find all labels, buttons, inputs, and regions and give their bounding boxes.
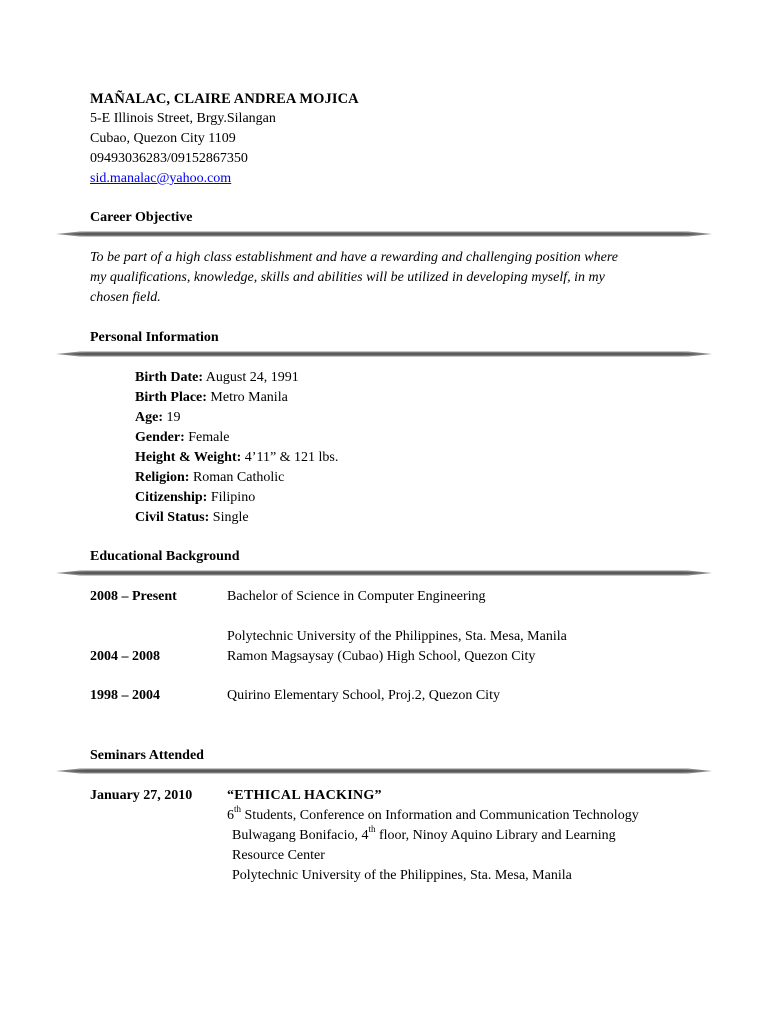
phone-numbers: 09493036283/09152867350	[90, 151, 248, 166]
seminar-date: January 27, 2010	[90, 788, 193, 803]
section-divider	[56, 229, 712, 239]
address-line-1: 5-E Illinois Street, Brgy.Silangan	[90, 111, 276, 126]
personal-item	[135, 429, 229, 447]
personal-item-value: August 24, 1991	[205, 370, 299, 385]
personal-item-value: 4’11” & 121 lbs.	[244, 450, 339, 465]
personal-item	[135, 369, 299, 387]
education-years: 2004 – 2008	[90, 649, 160, 664]
personal-item-label: Gender:	[135, 430, 185, 445]
address-line-2: Cubao, Quezon City 1109	[90, 131, 236, 146]
seminar-detail-line	[232, 824, 616, 845]
career-objective-line: my qualifications, knowledge, skills and abilities will be utilized in developing myself, in my	[90, 270, 605, 285]
career-objective-line: To be part of a high class establishment and have a rewarding and challenging position where	[90, 250, 618, 265]
personal-item-value: Single	[212, 510, 249, 525]
personal-item	[135, 489, 255, 507]
seminar-detail-line: Resource Center	[232, 848, 325, 863]
education-detail: Bachelor of Science in Computer Engineering	[227, 589, 486, 604]
career-objective-heading: Career Objective	[90, 210, 193, 225]
seminar-detail-text: Students, Conference on Information and Communication Technology	[241, 808, 639, 823]
education-detail: Ramon Magsaysay (Cubao) High School, Quezon City	[227, 649, 536, 664]
email-link[interactable]: sid.manalac@yahoo.com	[90, 171, 232, 186]
personal-item-value: Roman Catholic	[192, 470, 285, 485]
career-objective-line: chosen field.	[90, 290, 161, 305]
ordinal-suffix: th	[368, 824, 376, 835]
education-years: 1998 – 2004	[90, 688, 160, 703]
applicant-name: MAÑALAC, CLAIRE ANDREA MOJICA	[90, 91, 359, 107]
personal-item-label: Age:	[135, 410, 163, 425]
personal-item-label: Citizenship:	[135, 490, 208, 505]
personal-item-label: Birth Place:	[135, 390, 207, 405]
personal-item-value: Female	[188, 430, 230, 445]
education-years: 2008 – Present	[90, 589, 177, 604]
personal-item-label: Religion:	[135, 470, 190, 485]
seminar-detail-line	[227, 804, 639, 825]
personal-item	[135, 389, 288, 407]
personal-item-value: Filipino	[210, 490, 256, 505]
personal-item-value: 19	[166, 410, 181, 425]
seminar-detail-text: Bulwagang Bonifacio, 4	[232, 828, 369, 843]
personal-item	[135, 509, 249, 527]
seminar-title: “ETHICAL HACKING”	[227, 788, 382, 803]
personal-item-value: Metro Manila	[210, 390, 288, 405]
ordinal-suffix: th	[234, 804, 242, 815]
section-divider	[56, 349, 712, 359]
personal-item-label: Birth Date:	[135, 370, 204, 385]
personal-item	[135, 469, 284, 487]
personal-item-label: Height & Weight:	[135, 450, 242, 465]
personal-information-heading: Personal Information	[90, 330, 219, 345]
education-detail: Polytechnic University of the Philippines, Sta. Mesa, Manila	[227, 629, 567, 644]
seminar-detail-line: Polytechnic University of the Philippines, Sta. Mesa, Manila	[232, 868, 572, 883]
personal-item-label: Civil Status:	[135, 510, 210, 525]
section-divider	[56, 568, 712, 578]
personal-item	[135, 449, 338, 467]
personal-item	[135, 409, 181, 427]
seminar-detail-text: floor, Ninoy Aquino Library and Learning	[375, 828, 616, 843]
education-detail: Quirino Elementary School, Proj.2, Quezon City	[227, 688, 500, 703]
seminar-ordinal: 6	[227, 808, 234, 823]
section-divider	[56, 766, 712, 776]
educational-background-heading: Educational Background	[90, 549, 240, 564]
seminars-attended-heading: Seminars Attended	[90, 748, 204, 763]
